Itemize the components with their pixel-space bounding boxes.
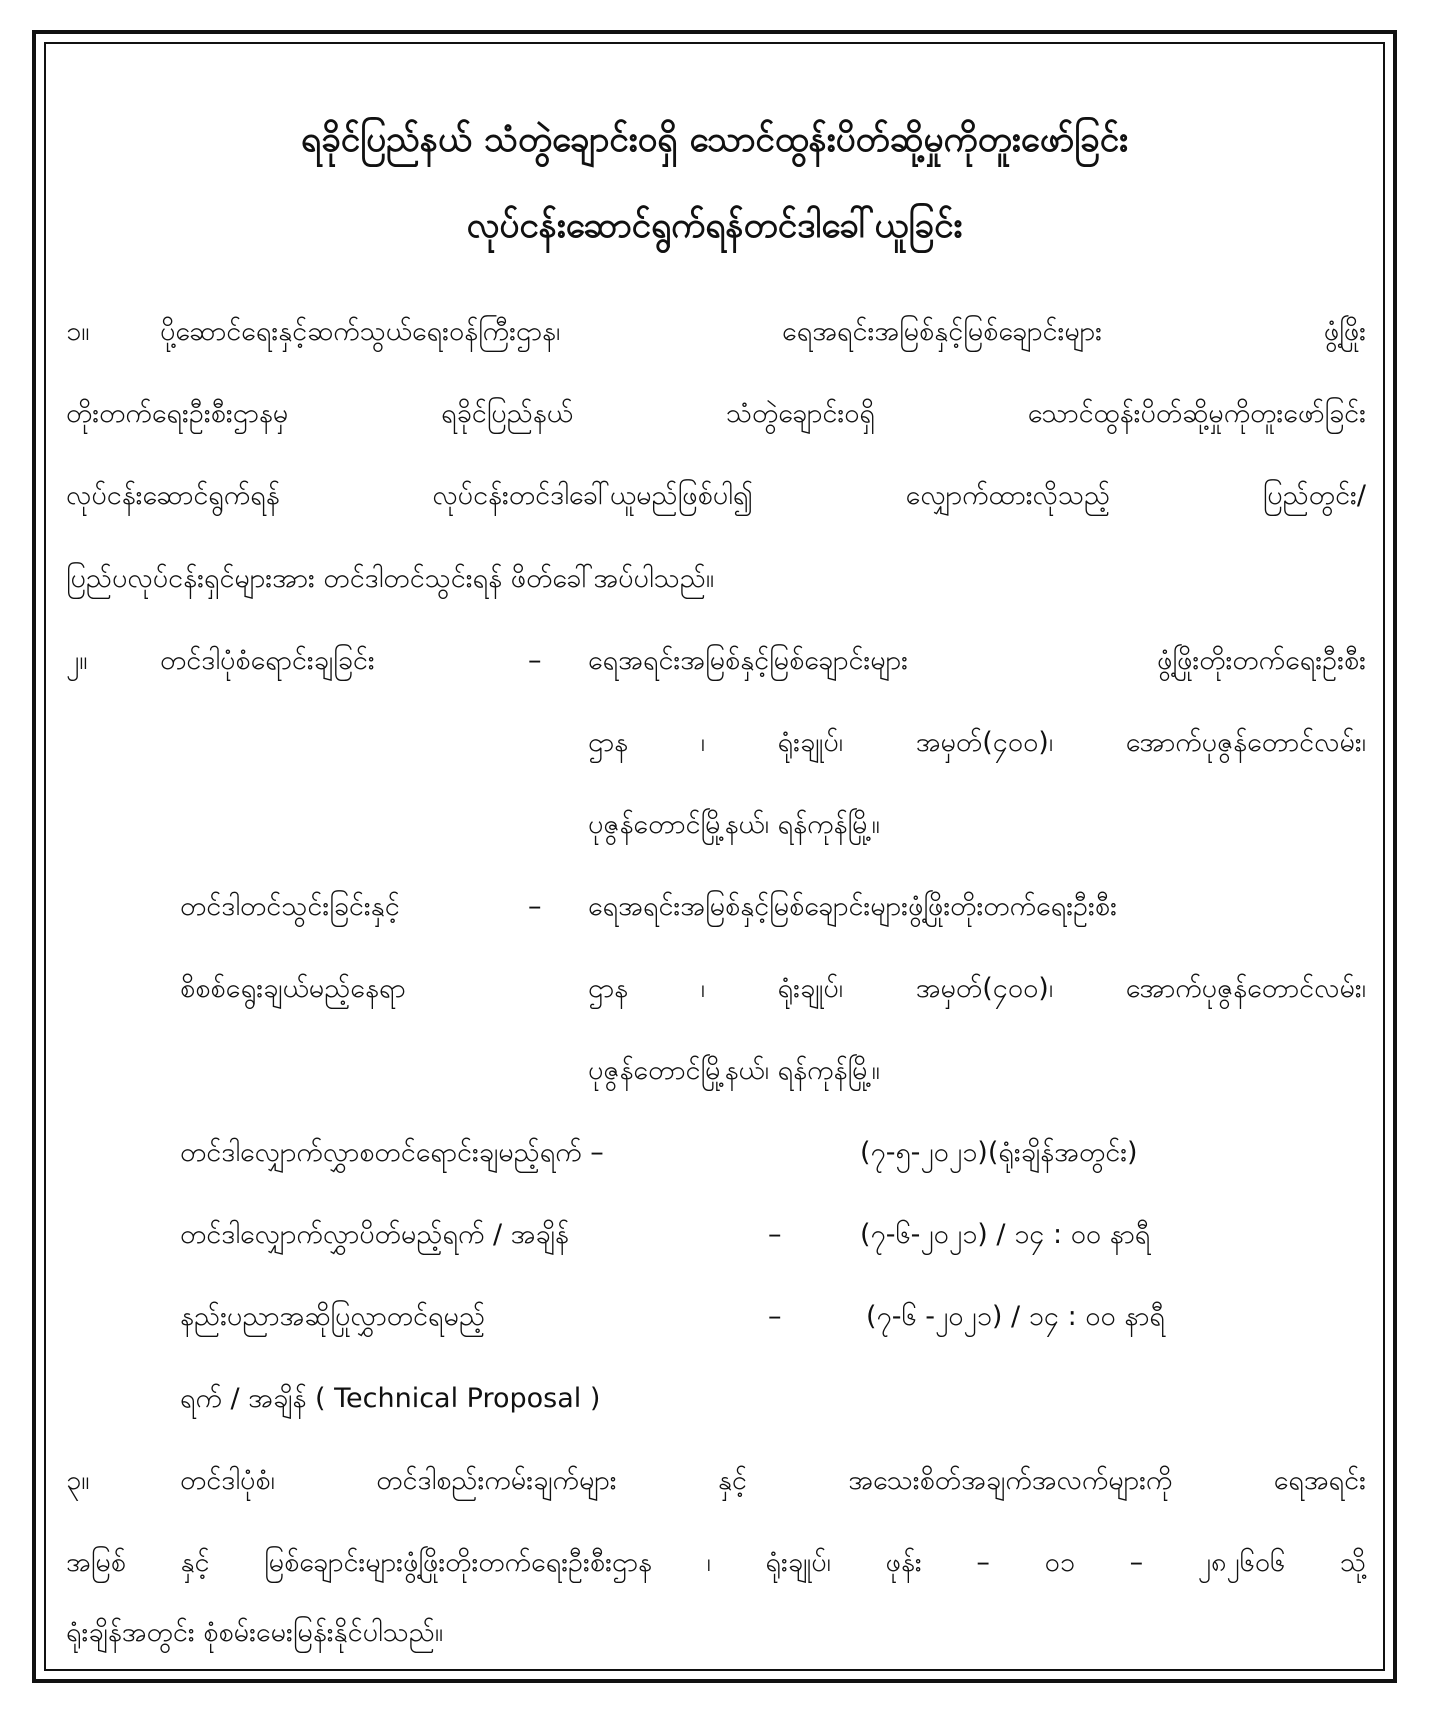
sale-location-line-2: ဌာန ၊ ရုံးချုပ်၊ အမှတ်(၄၀၀)၊ အောက်ပုဇွန်တောင်လမ်း၊ [588,727,1366,758]
closing-date-label: တင်ဒါလျှောက်လွှာပိတ်မည့်ရက် / အချိန် [180,1219,569,1250]
submission-place-line-2: ဌာန ၊ ရုံးချုပ်၊ အမှတ်(၄၀၀)၊ အောက်ပုဇွန်တောင်လမ်း၊ [588,973,1366,1004]
para3-number: ၃။ [66,1465,90,1496]
submission-place-line-1: ရေအရင်းအမြစ်နှင့်မြစ်ချောင်းများဖွံ့ဖြိုးတိုးတက်ရေးဦးစီး [588,891,1117,922]
para1-line-4: ပြည်ပလုပ်ငန်းရှင်များအား တင်ဒါတင်သွင်းရန် ဖိတ်ခေါ်အပ်ပါသည်။ [66,563,714,594]
dash: – [528,645,542,676]
technical-proposal-label-2: ရက် / အချိန် ( Technical Proposal ) [180,1383,601,1414]
closing-date-value: (၇-၆-၂၀၂၁) / ၁၄ : ၀၀ နာရီ [860,1219,1151,1250]
technical-proposal-label-1: နည်းပညာအဆိုပြုလွှာတင်ရမည့် [180,1301,486,1332]
dash: – [768,1219,782,1250]
dash: – [768,1301,782,1332]
sale-location-label: တင်ဒါပုံစံရောင်းချခြင်း [160,645,375,676]
sale-start-label: တင်ဒါလျှောက်လွှာစတင်ရောင်းချမည့်ရက် – [180,1137,604,1168]
para1-number: ၁။ [66,316,90,347]
notice-title-line-2: လုပ်ငန်းဆောင်ရွက်ရန်တင်ဒါခေါ်ယူခြင်း [466,206,963,246]
dash: – [528,891,542,922]
notice-title-line-1: ရခိုင်ပြည်နယ် သံတွဲချောင်းဝရှိ သောင်ထွန်းပိတ်ဆို့မှုကိုတူးဖော်ခြင်း [300,120,1128,160]
para3-line-2: အမြစ် နှင့် မြစ်ချောင်းများဖွံ့ဖြိုးတိုးတက်ရေးဦးစီးဌာန ၊ ရုံးချုပ်၊ ဖုန်း – ၀၁ – ၂၈၂၆၀၆ သို့ [66,1547,1366,1578]
sale-location-line-3: ပုဇွန်တောင်မြို့နယ်၊ ရန်ကုန်မြို့။ [588,809,880,840]
para3-line-1: တင်ဒါပုံစံ၊ တင်ဒါစည်းကမ်းချက်များ နှင့် အသေးစိတ်အချက်အလက်များကို ရေအရင်း [180,1465,1366,1496]
submission-place-line-3: ပုဇွန်တောင်မြို့နယ်၊ ရန်ကုန်မြို့။ [588,1055,880,1086]
submission-place-label-2: စိစစ်ရွေးချယ်မည့်နေရာ [180,973,406,1004]
para3-line-3: ရုံးချိန်အတွင်း စုံစမ်းမေးမြန်းနိုင်ပါသည်။ [66,1617,444,1648]
technical-proposal-value: (၇-၆ -၂၀၂၁) / ၁၄ : ၀၀ နာရီ [866,1301,1165,1332]
para2-number: ၂။ [66,645,88,676]
para1-line-2: တိုးတက်ရေးဦးစီးဌာနမှ ရခိုင်ပြည်နယ် သံတွဲချောင်းဝရှိ သောင်ထွန်းပိတ်ဆို့မှုကိုတူးဖော်ခြင်း [66,398,1366,429]
para1-line-1: ပို့ဆောင်ရေးနှင့်ဆက်သွယ်ရေးဝန်ကြီးဌာန၊ ရေအရင်းအမြစ်နှင့်မြစ်ချောင်းများ ဖွံ့ဖြိုး [160,316,1366,347]
para1-line-3: လုပ်ငန်းဆောင်ရွက်ရန် လုပ်ငန်းတင်ဒါခေါ်ယူမည်ဖြစ်ပါ၍ လျှောက်ထားလိုသည့် ပြည်တွင်း/ [66,480,1366,511]
sale-start-value: (၇-၅-၂၀၂၁)(ရုံးချိန်အတွင်း) [860,1137,1138,1168]
sale-location-line-1: ရေအရင်းအမြစ်နှင့်မြစ်ချောင်းများ ဖွံ့ဖြိုးတိုးတက်ရေးဦးစီး [588,645,1366,676]
submission-place-label-1: တင်ဒါတင်သွင်းခြင်းနှင့် [180,891,400,922]
